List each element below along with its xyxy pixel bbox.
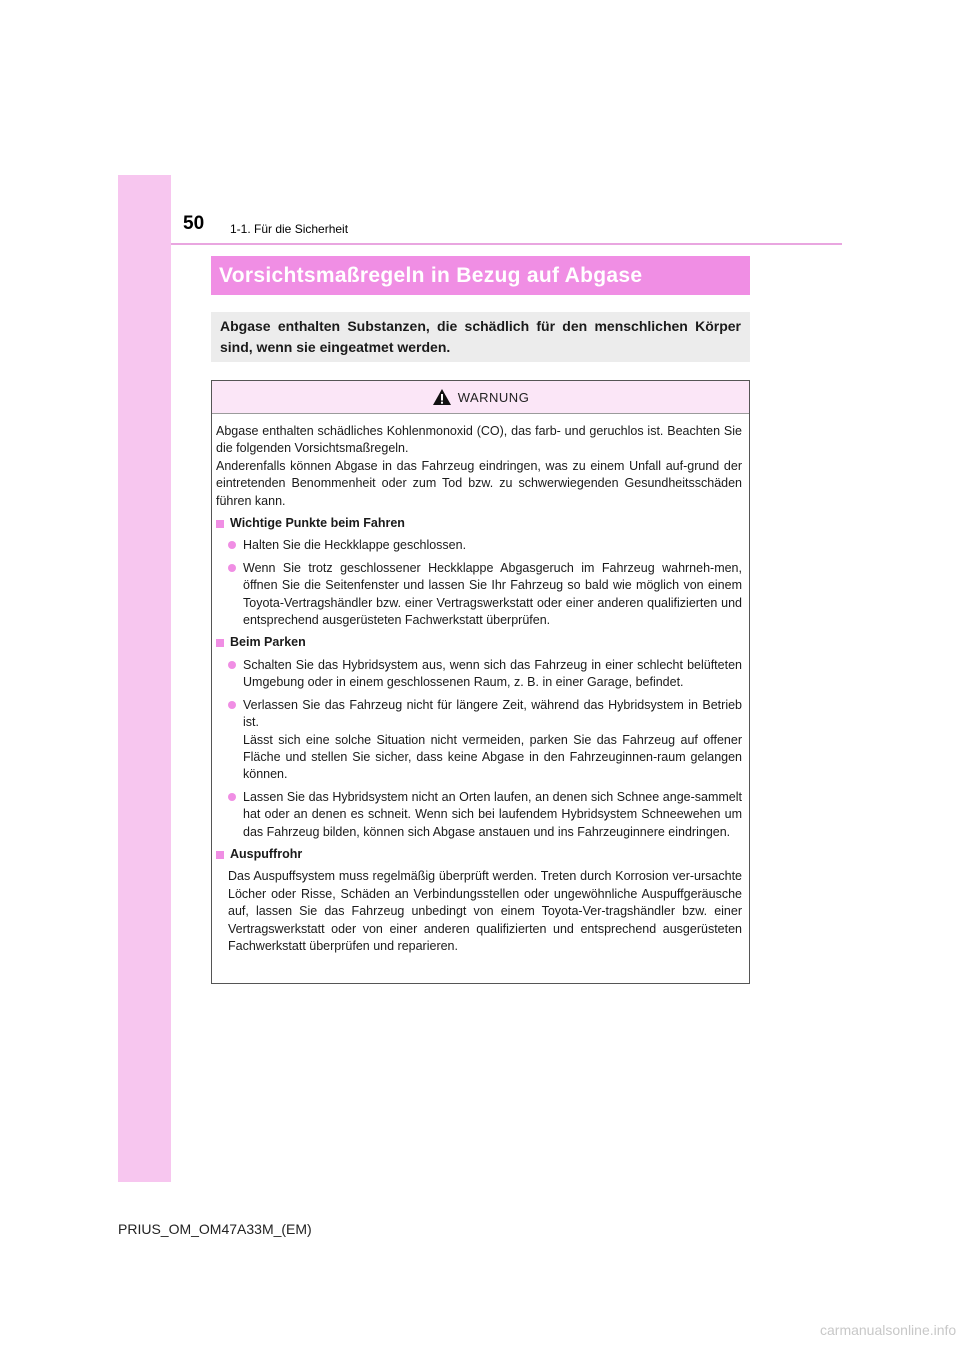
square-bullet-icon — [216, 520, 224, 528]
warning-header — [212, 381, 749, 414]
section-heading-driving: Wichtige Punkte beim Fahren — [216, 515, 742, 532]
circle-bullet-icon — [228, 661, 236, 669]
list-item-text: Verlassen Sie das Fahrzeug nicht für längere Zeit, während das Hybridsystem in Betrieb ist. — [243, 697, 742, 730]
warning-box — [211, 380, 750, 984]
page-number: 50 — [183, 213, 205, 234]
list-item-continuation: Lässt sich eine solche Situation nicht vermeiden, parken Sie das Fahrzeug auf offener Fläche und stellen Sie sicher, dass keine Abgase in den Fahrzeuginnen-raum gelangen können. — [243, 732, 742, 782]
circle-bullet-icon — [228, 793, 236, 801]
section-label: 1-1. Für die Sicherheit — [230, 222, 349, 236]
list-item — [228, 697, 742, 784]
page-title: Vorsichtsmaßregeln in Bezug auf Abgase — [219, 263, 643, 287]
section-heading-parking: Beim Parken — [216, 634, 742, 651]
list-item: Schalten Sie das Hybridsystem aus, wenn sich das Fahrzeug in einer schlecht belüfteten Umgebung oder in einem geschlossenen Raum, z. B. in einer Garage, befindet. — [228, 657, 742, 692]
title-bar — [211, 256, 750, 295]
circle-bullet-icon — [228, 541, 236, 549]
section-heading-exhaust: Auspuffrohr — [216, 846, 742, 863]
exhaust-paragraph: Das Auspuffsystem muss regelmäßig überprüft werden. Treten durch Korrosion ver-ursachte Löcher oder Risse, Schäden an Verbindungsstellen oder ungewöhnliche Auspuffgeräusche auf, lassen Sie das Fahrzeug unbedingt von einem Toyota-Ver-tragshändler bzw. einer Vertragswerkstatt oder von einer anderen qualifizierten und entsprechend ausgerüsteten Fachwerkstatt überprüfen und reparieren. — [228, 869, 742, 953]
square-bullet-icon — [216, 639, 224, 647]
list-item: Wenn Sie trotz geschlossener Heckklappe Abgasgeruch im Fahrzeug wahrneh-men, öffnen Sie die Seitenfenster und lassen Sie Ihr Fahrzeug so bald wie möglich von einem Toyota-Vertragshändler bzw. einer Vertragswerkstatt oder einer anderen qualifizierten und entsprechend ausgerüsteten Fachwerkstatt überprüfen. — [228, 560, 742, 630]
warning-intro-2: Anderenfalls können Abgase in das Fahrzeug eindringen, was zu einem Unfall auf-grund der eintretenden Benommenheit oder zum Tod bzw. zu schwerwiegenden Gesundheitsschäden führen kann. — [216, 458, 742, 508]
footer-document-code: PRIUS_OM_OM47A33M_(EM) — [118, 1221, 312, 1237]
header-rule — [171, 243, 842, 245]
warning-title: WARNUNG — [457, 389, 530, 405]
warning-intro-1: Abgase enthalten schädliches Kohlenmonoxid (CO), das farb- und geruchlos ist. Beachten Sie die folgenden Vorsichtsmaßregeln. — [216, 424, 742, 456]
watermark: carmanualsonline.info — [820, 1322, 957, 1338]
circle-bullet-icon — [228, 564, 236, 572]
warning-triangle-icon — [432, 388, 452, 406]
circle-bullet-icon — [228, 701, 236, 709]
square-bullet-icon — [216, 851, 224, 859]
summary-text: Abgase enthalten Substanzen, die schädlich für den menschlichen Körper sind, wenn sie eingeatmet werden. — [220, 318, 741, 355]
list-item: Halten Sie die Heckklappe geschlossen. — [228, 537, 742, 554]
list-item: Lassen Sie das Hybridsystem nicht an Orten laufen, an denen sich Schnee ange-sammelt hat oder an denen es schneit. Wenn sich bei laufendem Hybridsystem Schneewehen um das Fahrzeug bilden, können sich Abgase anstauen und ins Fahrzeuginnere eindringen. — [228, 789, 742, 841]
summary-box — [211, 312, 750, 362]
side-color-band — [118, 175, 171, 1182]
warning-body — [212, 414, 749, 955]
